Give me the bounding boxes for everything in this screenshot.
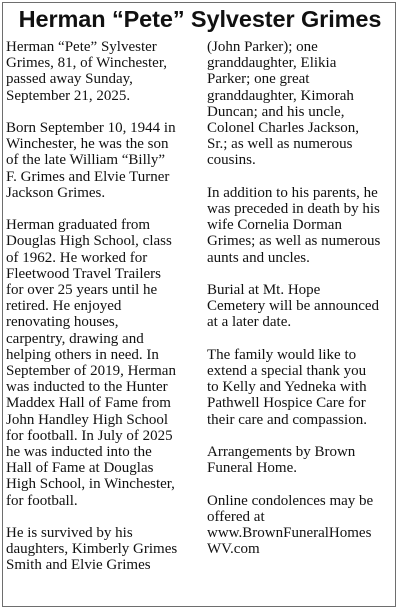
text-line: Funeral Home. (207, 460, 297, 477)
text-line: September of 2019, Herman (6, 363, 176, 380)
text-line: of 1962. He worked for (6, 249, 148, 266)
text-line: Jackson Grimes. (6, 184, 106, 201)
text-line: Parker; one great (207, 71, 310, 88)
text-line: Born September 10, 1944 in (6, 120, 176, 136)
text-line: passed away Sunday, (6, 71, 133, 88)
text-line: renovating houses, (6, 314, 119, 331)
text-line: Maddex Hall of Fame from (6, 395, 171, 412)
text-line: John Handley High School (6, 411, 169, 428)
text-line: High School, in Winchester, (6, 476, 175, 493)
text-line: F. Grimes and Elvie Turner (6, 168, 170, 185)
text-line: www.BrownFuneralHomes (207, 525, 372, 542)
text-line: offered at (207, 508, 265, 525)
text-line: Sr.; as well as numerous (207, 136, 353, 153)
right-column (207, 39, 397, 574)
obituary-paragraph (6, 39, 202, 104)
text-line: Burial at Mt. Hope (207, 282, 321, 299)
text-line: daughters, Kimberly Grimes (6, 541, 178, 558)
text-line: extend a special thank you (207, 363, 367, 380)
text-line: Hall of Fame at Douglas (6, 460, 154, 477)
obituary-paragraph (207, 444, 397, 476)
text-line: Grimes, 81, of Winchester, (6, 55, 167, 72)
text-line: Herman graduated from (6, 217, 151, 234)
text-line: He is survived by his (6, 525, 133, 542)
text-line: he was inducted into the (6, 444, 152, 461)
obituary-paragraph (207, 39, 397, 169)
text-line: for football. In July of 2025 (6, 427, 173, 444)
text-line: for over 25 years until he (6, 282, 158, 299)
text-line: was preceded in death by his (207, 201, 380, 218)
text-line: granddaughter, Elikia (207, 55, 337, 72)
text-line: cousins. (207, 152, 256, 169)
text-line: Arrangements by Brown (207, 444, 356, 461)
text-line: Winchester, he was the son (6, 136, 169, 153)
text-line: Douglas High School, class (6, 233, 172, 250)
text-line: wife Cornelia Dorman (207, 217, 342, 234)
text-line: In addition to his parents, he (207, 184, 378, 201)
text-line: carpentry, drawing and (6, 330, 144, 347)
text-line: Colonel Charles Jackson, (207, 120, 360, 137)
text-line: their care and compassion. (207, 411, 367, 428)
text-line: Fleetwood Travel Trailers (6, 265, 162, 282)
text-line: WV.com (207, 541, 260, 558)
obituary-paragraph (6, 217, 202, 509)
obituary-paragraph (207, 185, 397, 266)
text-line: Pathwell Hospice Care for (207, 395, 366, 412)
text-line: granddaughter, Kimorah (207, 87, 354, 104)
text-line: September 21, 2025. (6, 87, 131, 104)
obituary-headline: Herman “Pete” Sylvester Grimes (18, 6, 382, 32)
text-line: Herman “Pete” Sylvester (6, 39, 157, 55)
text-line: The family would like to (207, 346, 357, 363)
text-line: Duncan; and his uncle, (207, 103, 345, 120)
text-line: helping others in need. In (6, 346, 159, 363)
text-line: Grimes; as well as numerous (207, 233, 381, 250)
left-column (6, 39, 202, 590)
obituary-paragraph (6, 525, 202, 574)
text-line: was inducted to the Hunter (6, 379, 168, 396)
text-line: (John Parker); one (207, 39, 318, 55)
text-line: for football. (6, 492, 78, 509)
text-line: at a later date. (207, 314, 292, 331)
text-line: to Kelly and Yedneka with (207, 379, 367, 396)
obituary-paragraph (207, 347, 397, 428)
text-line: retired. He enjoyed (6, 298, 122, 315)
text-line: of the late William “Billy” (6, 152, 166, 169)
obituary-paragraph (6, 120, 202, 201)
obituary-paragraph (207, 493, 397, 558)
text-line: aunts and uncles. (207, 249, 310, 266)
text-line: Online condolences may be (207, 492, 374, 509)
text-line: Smith and Elvie Grimes (6, 557, 151, 574)
obituary-paragraph (207, 282, 397, 331)
text-line: Cemetery will be announced (207, 298, 380, 315)
